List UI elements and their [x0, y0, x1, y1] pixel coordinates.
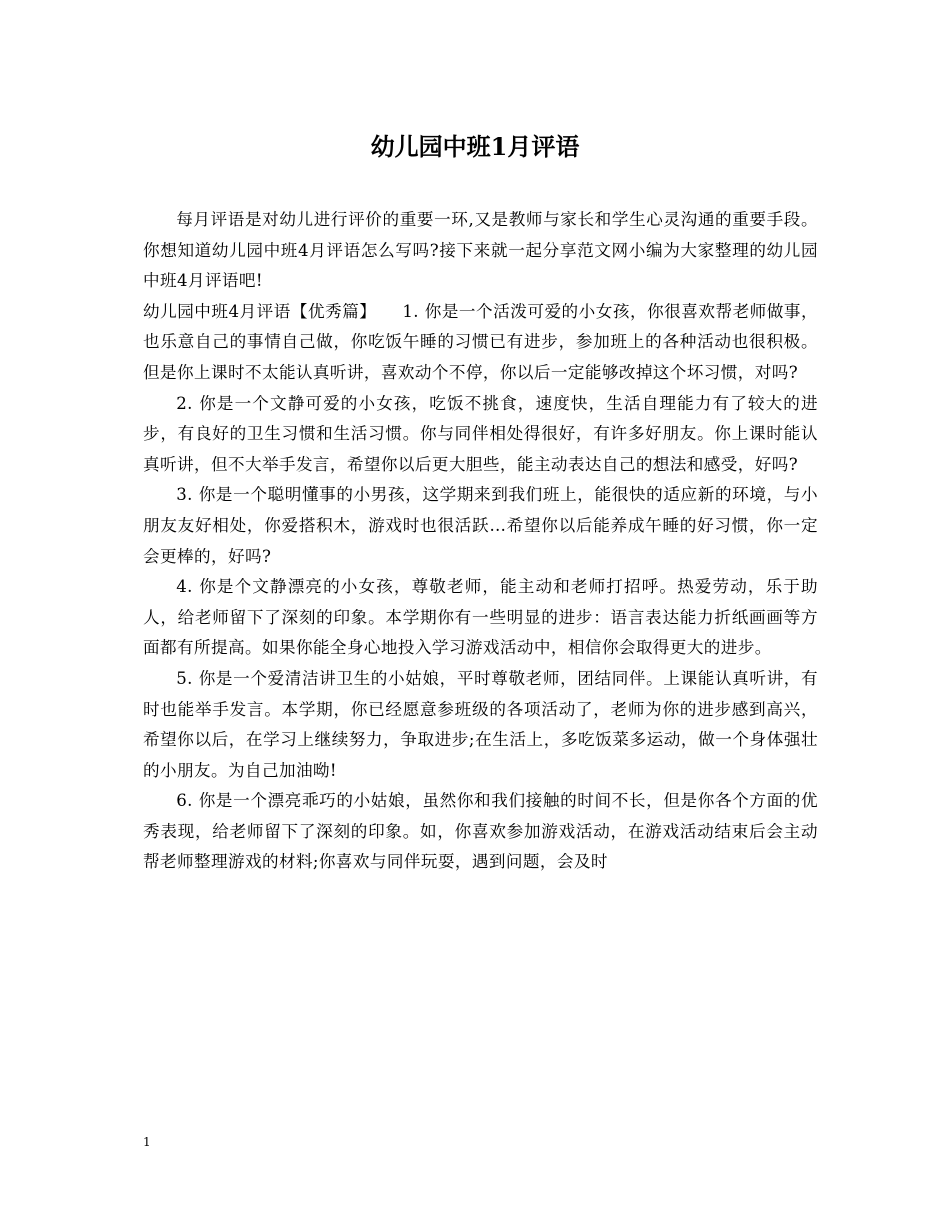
document-body	[143, 205, 818, 878]
intro-paragraph: 每月评语是对幼儿进行评价的重要一环,又是教师与家长和学生心灵沟通的重要手段。你想知道幼儿园中班4月评语怎么写吗?接下来就一起分享范文网小编为大家整理的幼儿园中班4月评语吧!	[143, 210, 818, 291]
page-title: 幼儿园中班1月评语	[370, 132, 580, 161]
comment-paragraph-2: 2. 你是一个文静可爱的小女孩，吃饭不挑食，速度快，生活自理能力有了较大的进步，有良好的卫生习惯和生活习惯。你与同伴相处得很好，有许多好朋友。你上课时能认真听讲，但不大举手发言，希望你以后更大胆些，能主动表达自己的想法和感受，好吗?	[143, 393, 818, 474]
comment-paragraph-5: 5. 你是一个爱清洁讲卫生的小姑娘，平时尊敬老师，团结同伴。上课能认真听讲，有时也能举手发言。本学期，你已经愿意参班级的各项活动了，老师为你的进步感到高兴，希望你以后，在学习上继续努力，争取进步;在生活上，多吃饭菜多运动，做一个身体强壮的小朋友。为自己加油呦!	[143, 668, 818, 780]
comment-paragraph-3: 3. 你是一个聪明懂事的小男孩，这学期来到我们班上，能很快的适应新的环境，与小朋友友好相处，你爱搭积木，游戏时也很活跃…希望你以后能养成午睡的好习惯，你一定会更棒的，好吗?	[143, 485, 818, 566]
comment-paragraph-4: 4. 你是个文静漂亮的小女孩，尊敬老师，能主动和老师打招呼。热爱劳动，乐于助人，给老师留下了深刻的印象。本学期你有一些明显的进步：语言表达能力折纸画画等方面都有所提高。如果你能全身心地投入学习游戏活动中，相信你会取得更大的进步。	[143, 577, 818, 658]
comment-paragraph-1: 幼儿园中班4月评语【优秀篇】 1. 你是一个活泼可爱的小女孩，你很喜欢帮老师做事，也乐意自己的事情自己做，你吃饭午睡的习惯已有进步，参加班上的各种活动也很积极。但是你上课时不太能认真听讲，喜欢动个不停，你以后一定能够改掉这个坏习惯，对吗?	[143, 301, 818, 382]
comment-paragraph-6: 6. 你是一个漂亮乖巧的小姑娘，虽然你和我们接触的时间不长，但是你各个方面的优秀表现，给老师留下了深刻的印象。如，你喜欢参加游戏活动，在游戏活动结束后会主动帮老师整理游戏的材料;你喜欢与同伴玩耍，遇到问题，会及时	[143, 791, 818, 872]
page-number: 1	[143, 1135, 151, 1149]
